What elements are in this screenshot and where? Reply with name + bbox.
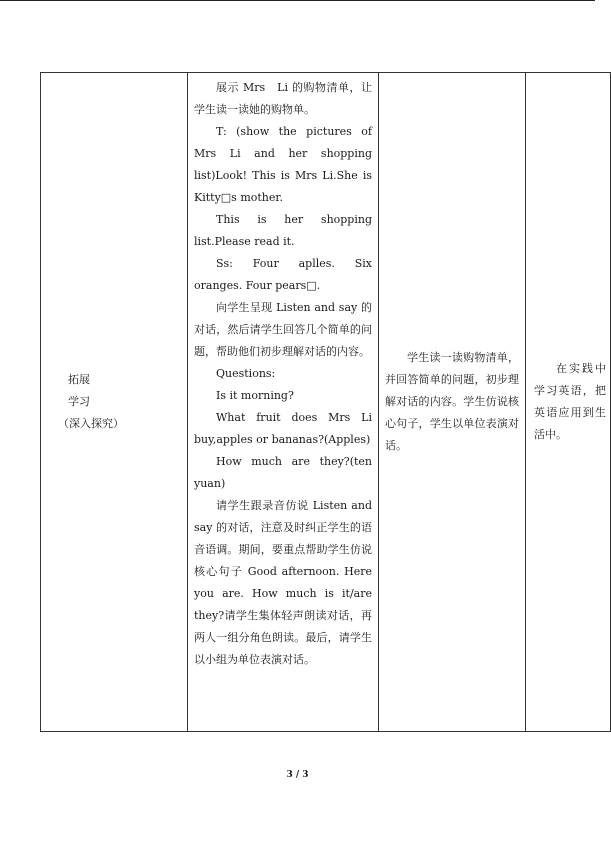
teacher-para-3: This is her shopping list.Please read it.: [194, 213, 372, 248]
design-intent-text: 在实践中学习英语，把英语应用到生活中。: [534, 362, 606, 441]
teacher-activity-cell: [188, 73, 383, 732]
teacher-para-8: What fruit does Mrs Li buy,apples or bananas?(Apples): [194, 411, 372, 446]
teacher-para-2: T: (show the pictures of Mrs Li and her shopping list)Look! This is Mrs Li.She is Kitty□s mother.: [194, 125, 372, 204]
student-activity-cell: [379, 73, 526, 732]
teacher-para-1: 展示 Mrs Li 的购物清单，让学生读一读她的购物单。: [194, 81, 372, 116]
header-rule: [0, 0, 595, 1]
stage-label-line3: （深入探究）: [58, 417, 124, 430]
student-activity-text: 学生读一读购物清单，并回答简单的问题，初步理解对话的内容。学生仿说核心句子，学生以单位表演对话。: [385, 351, 519, 452]
teacher-para-4: Ss: Four aplles. Six oranges. Four pears□.: [194, 257, 372, 292]
page-number: 3 / 3: [286, 770, 309, 780]
stage-cell: [41, 73, 188, 732]
table-row: [41, 73, 611, 732]
teacher-para-6: Questions:: [216, 367, 276, 380]
teacher-para-9: How much are they?(ten yuan): [194, 455, 372, 490]
stage-label-line1: 拓展: [68, 373, 90, 386]
stage-label-line2: 学习: [68, 395, 90, 408]
design-intent-cell: [526, 73, 611, 732]
lesson-plan-table: [40, 72, 611, 732]
teacher-para-10: 请学生跟录音仿说 Listen and say 的对话，注意及时纠正学生的语音语调。期间，要重点帮助学生仿说核心句子 Good afternoon. Here you are. How much is it/are they?请学生集体轻声朗读对话，再两人一组分角色朗读。最后，请学生以小组为单位表演对话。: [194, 499, 383, 666]
teacher-para-5: 向学生呈现 Listen and say 的对话，然后请学生回答几个简单的问题，帮助他们初步理解对话的内容。: [194, 301, 372, 358]
teacher-para-7: Is it morning?: [216, 389, 294, 402]
